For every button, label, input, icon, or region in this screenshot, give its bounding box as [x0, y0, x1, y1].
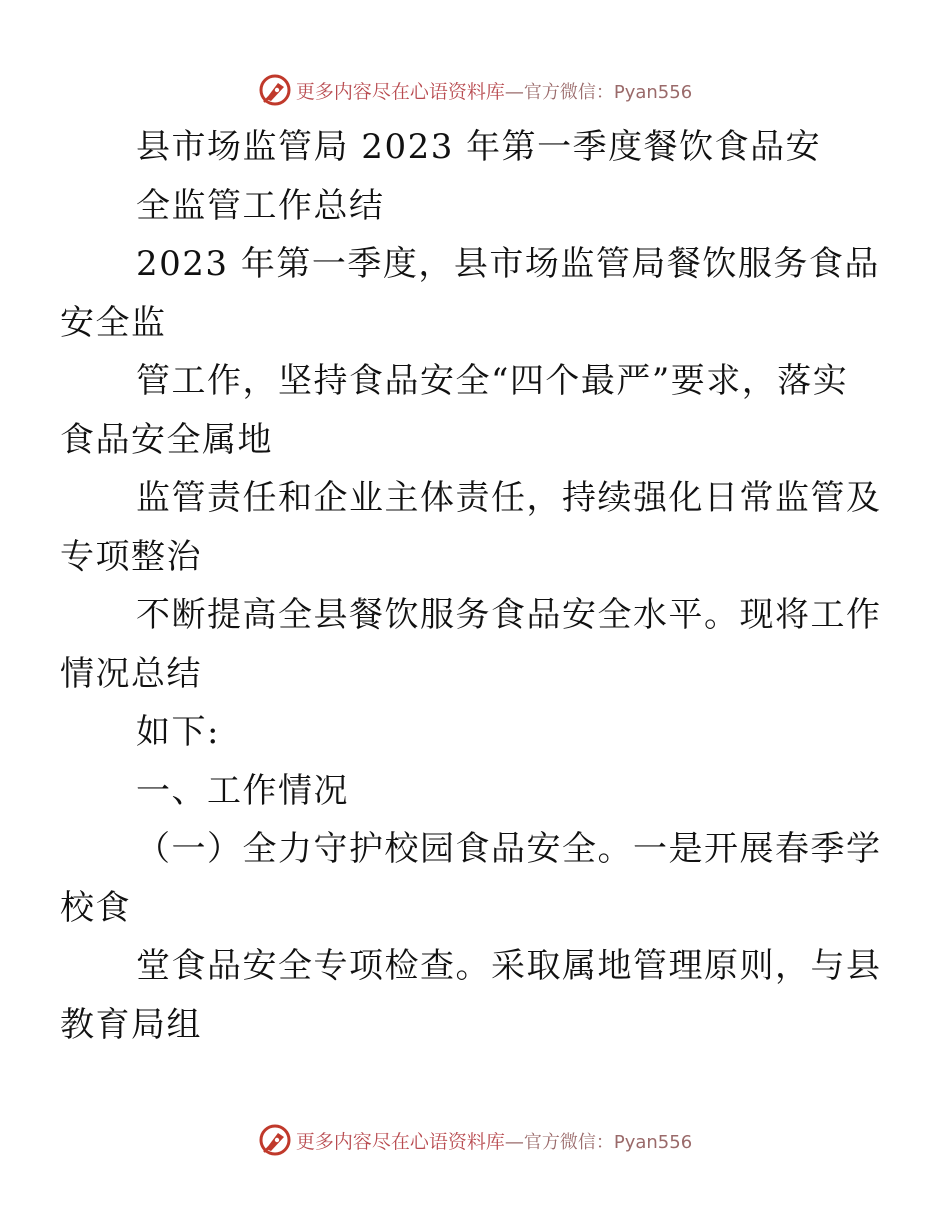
title-line: 全监管工作总结: [136, 185, 385, 226]
paragraph-line: 监管责任和企业主体责任，持续强化日常监管及: [136, 478, 882, 518]
paragraph: [60, 586, 882, 703]
paragraph: [60, 937, 882, 1054]
pen-nib-logo-icon: [258, 1123, 292, 1157]
paragraph: [60, 469, 882, 586]
paragraph-line: 安全监: [60, 302, 167, 343]
paragraph: [60, 820, 882, 937]
paragraph-line: 2023 年第一季度，县市场监管局餐饮服务食品: [136, 244, 880, 284]
paragraph-line: 专项整治: [60, 536, 202, 577]
paragraph-line: （一）全力守护校园食品安全。一是开展春季学: [136, 829, 882, 869]
banner-separator: —: [504, 1130, 524, 1153]
document-body: [60, 118, 882, 1054]
section-heading: [98, 762, 858, 821]
paragraph-line: 校食: [60, 887, 131, 928]
paragraph-line: 如下:: [136, 712, 220, 752]
document-title: [98, 118, 858, 235]
paragraph: [60, 235, 880, 352]
paragraph: [60, 352, 858, 469]
paragraph-line: 管工作，坚持食品安全“四个最严”要求，落实: [136, 361, 849, 401]
title-line: 县市场监管局 2023 年第一季度餐饮食品安: [136, 127, 822, 167]
pen-nib-logo-icon: [258, 73, 292, 107]
banner-site-text: 更多内容尽在心语资料库: [295, 1130, 505, 1153]
paragraph-line: 食品安全属地: [60, 419, 273, 460]
header-banner: [0, 70, 950, 110]
paragraph-line: 不断提高全县餐饮服务食品安全水平。现将工作: [136, 595, 882, 635]
banner-separator: —: [504, 80, 524, 103]
banner-site-text: 更多内容尽在心语资料库: [295, 80, 505, 103]
paragraph-line: 教育局组: [60, 1004, 202, 1045]
banner-contact-text: 官方微信：Pyan556: [523, 1131, 693, 1153]
paragraph-line: 情况总结: [60, 653, 202, 694]
paragraph-line: 一、工作情况: [136, 770, 349, 811]
banner-contact-text: 官方微信：Pyan556: [523, 81, 693, 103]
paragraph: [98, 703, 858, 762]
paragraph-line: 堂食品安全专项检查。采取属地管理原则，与县: [136, 946, 882, 986]
footer-banner: [0, 1120, 950, 1160]
